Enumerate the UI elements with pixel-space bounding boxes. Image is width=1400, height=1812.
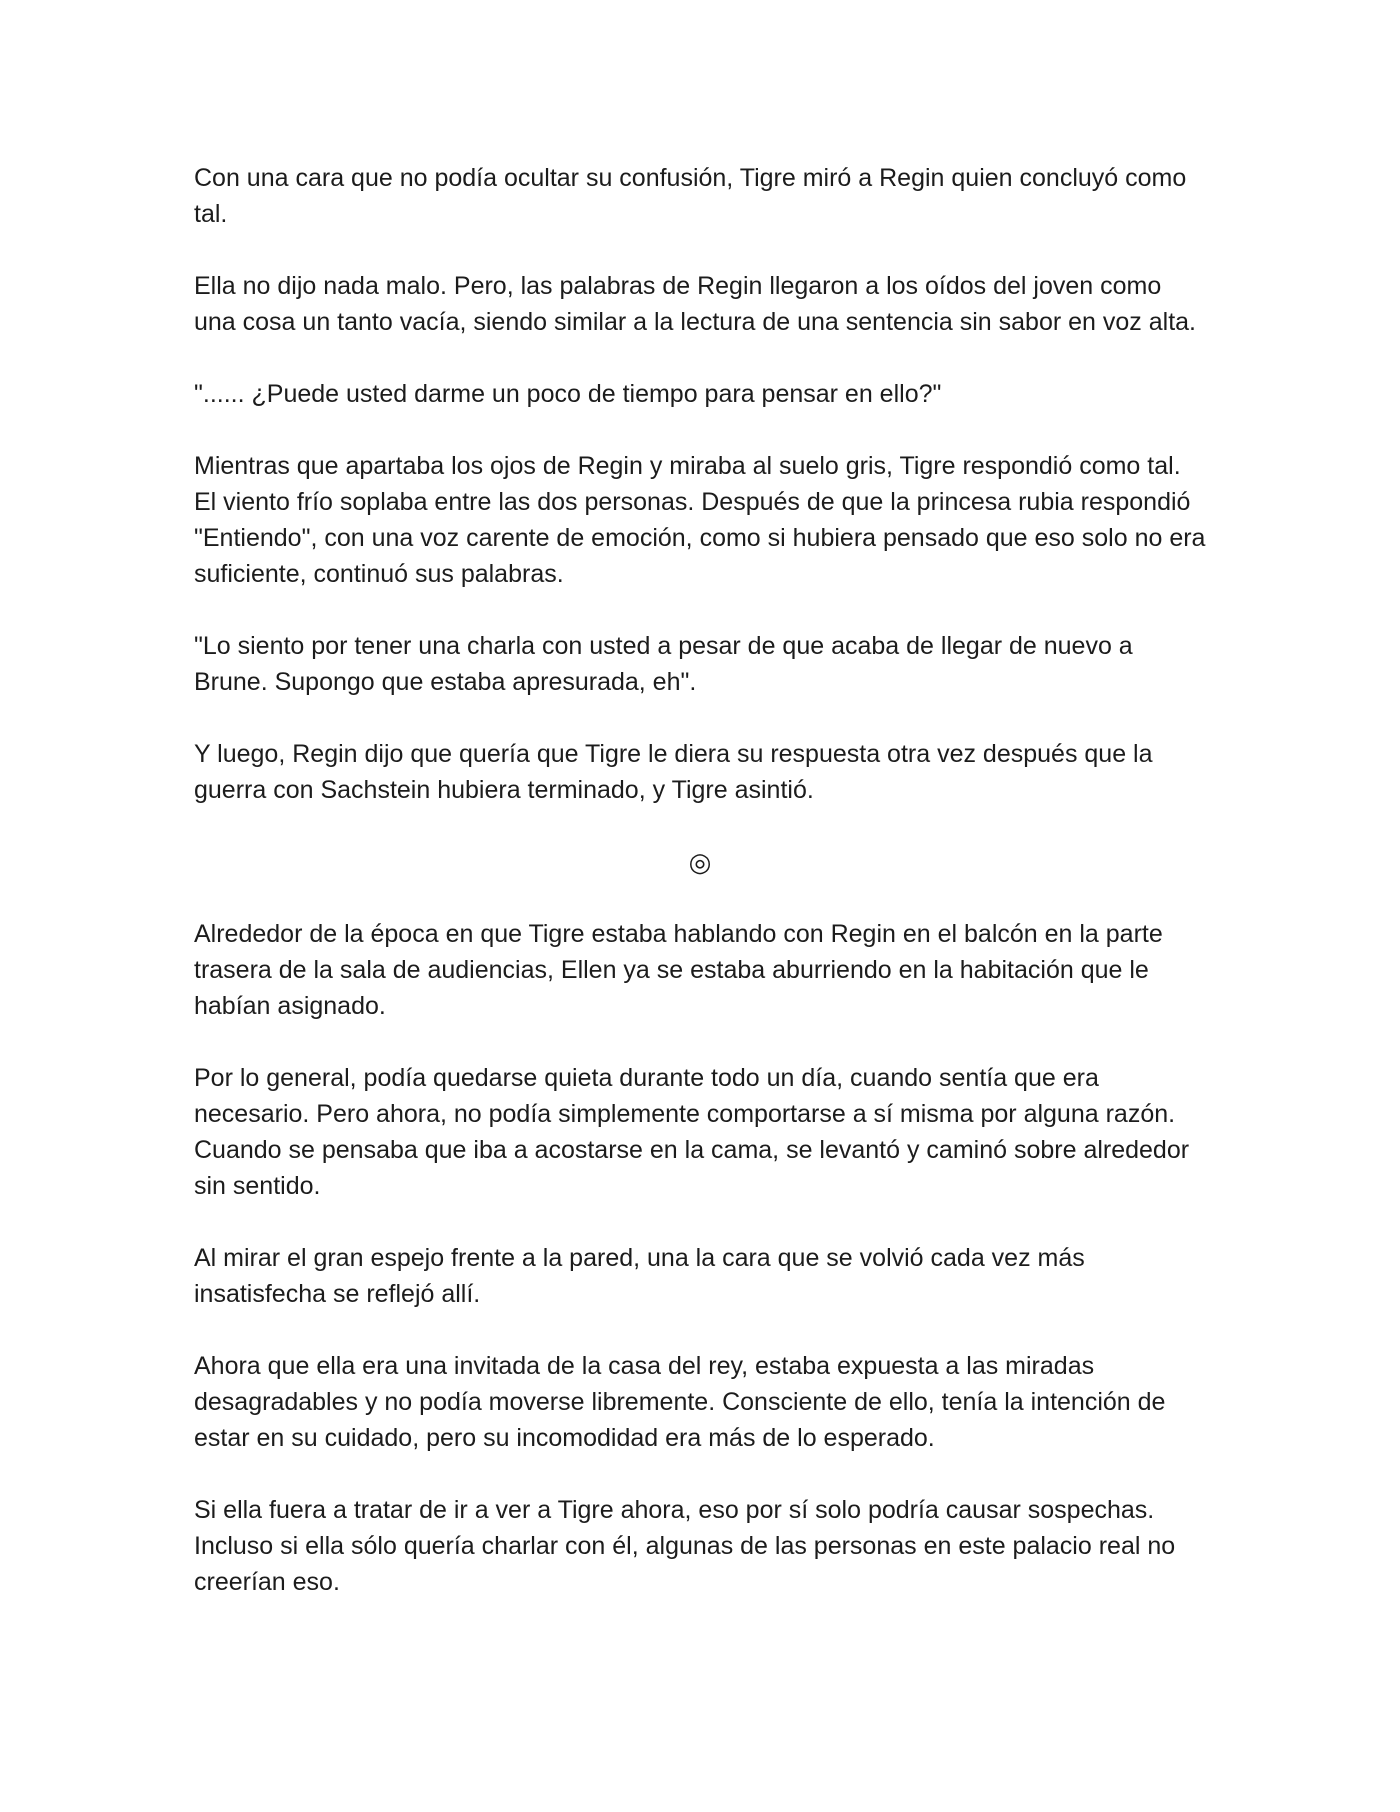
paragraph: Al mirar el gran espejo frente a la pared, una la cara que se volvió cada vez más insatisfecha se reflejó allí. <box>194 1244 1085 1308</box>
section-separator-icon: ◎ <box>688 847 712 877</box>
paragraph: Con una cara que no podía ocultar su confusión, Tigre miró a Regin quien concluyó como tal. <box>194 164 1187 228</box>
text-column <box>194 160 1206 1636</box>
paragraph: Mientras que apartaba los ojos de Regin y miraba al suelo gris, Tigre respondió como tal. El viento frío soplaba entre las dos personas. Después de que la princesa rubia respondió "Entiendo", con una voz carente de emoción, como si hubiera pensado que eso solo no era suficiente, continuó sus palabras. <box>194 452 1206 588</box>
paragraph: Si ella fuera a tratar de ir a ver a Tigre ahora, eso por sí solo podría causar sospechas. Incluso si ella sólo quería charlar con él, algunas de las personas en este palacio real no creerían eso. <box>194 1496 1176 1596</box>
paragraph: Ahora que ella era una invitada de la casa del rey, estaba expuesta a las miradas desagradables y no podía moverse libremente. Consciente de ello, tenía la intención de estar en su cuidado, pero su incomodidad era más de lo esperado. <box>194 1352 1166 1452</box>
paragraph: Por lo general, podía quedarse quieta durante todo un día, cuando sentía que era necesario. Pero ahora, no podía simplemente comportarse a sí misma por alguna razón. Cuando se pensaba que iba a acostarse en la cama, se levantó y caminó sobre alrededor sin sentido. <box>194 1064 1190 1200</box>
paragraph: Alrededor de la época en que Tigre estaba hablando con Regin en el balcón en la parte trasera de la sala de audiencias, Ellen ya se estaba aburriendo en la habitación que le habían asignado. <box>194 920 1163 1020</box>
paragraph: "...... ¿Puede usted darme un poco de tiempo para pensar en ello?" <box>194 380 942 408</box>
paragraph: Y luego, Regin dijo que quería que Tigre le diera su respuesta otra vez después que la guerra con Sachstein hubiera terminado, y Tigre asintió. <box>194 740 1153 804</box>
paragraph: "Lo siento por tener una charla con usted a pesar de que acaba de llegar de nuevo a Brune. Supongo que estaba apresurada, eh". <box>194 632 1133 696</box>
paragraph: Ella no dijo nada malo. Pero, las palabras de Regin llegaron a los oídos del joven como una cosa un tanto vacía, siendo similar a la lectura de una sentencia sin sabor en voz alta. <box>194 272 1196 336</box>
